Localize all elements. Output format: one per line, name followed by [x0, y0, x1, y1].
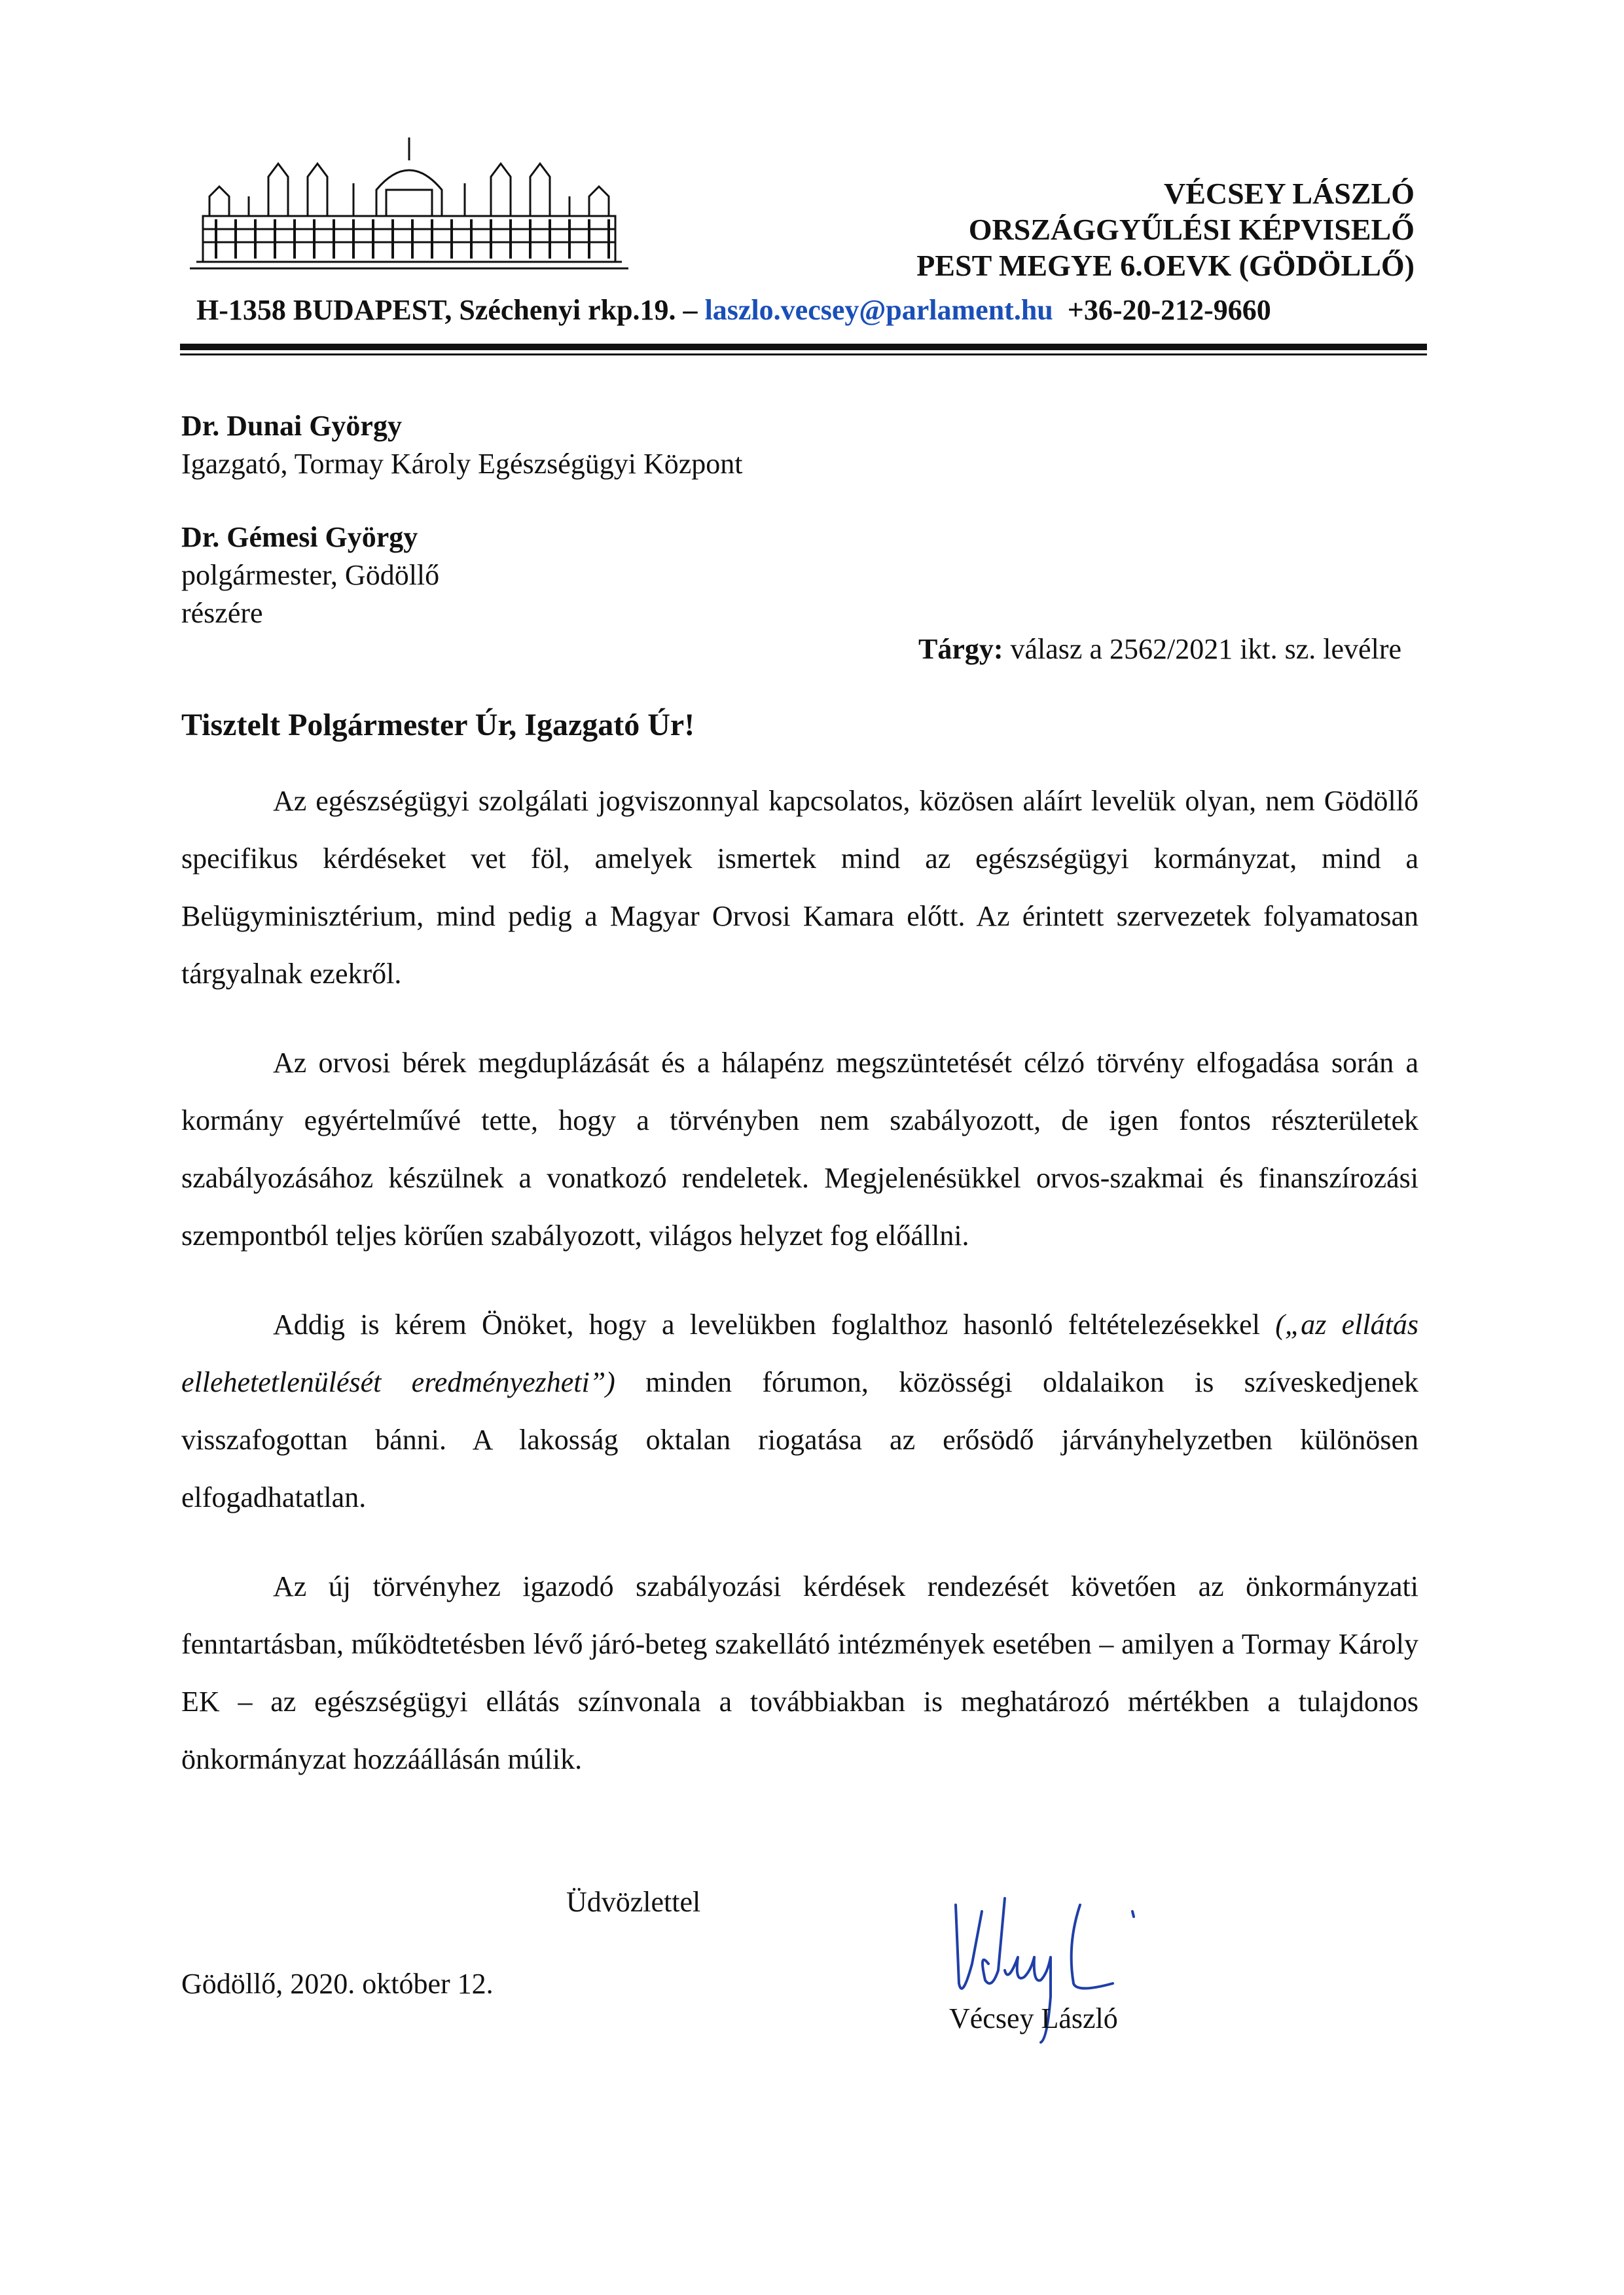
body-paragraph-3-rest: minden fórumon, közösségi oldalaikon is szíveskedjenek visszafogottan bánni. A lakosság oktalan riogatása az erősödő járványhelyzetben különösen elfogadhatatlan.	[181, 1366, 1419, 1513]
recipient-1-name: Dr. Dunai György	[181, 410, 402, 442]
header-divider-thick	[180, 344, 1427, 350]
parliament-building-icon	[190, 137, 628, 275]
body-paragraph-3-quote: („az ellátás ellehetetlenülését eredményezheti”)	[181, 1309, 1418, 1398]
sender-address: H-1358 BUDAPEST, Széchenyi rkp.19. –	[196, 294, 698, 326]
body-paragraph-3	[181, 1296, 1418, 1527]
sender-email-link[interactable]: laszlo.vecsey@parlament.hu	[704, 294, 1053, 326]
body-paragraph-4: Az új törvényhez igazodó szabályozási kérdések rendezését követően az önkormányzati fenntartásban, működtetésben lévő járó-beteg szakellátó intézmények esetében – amilyen a Tormay Károly EK – az egészségügyi ellátás színvonala a továbbiakban is meghatározó mértékben a tulajdonos önkormányzat hozzáállásán múlik.	[181, 1570, 1418, 1775]
closing-greeting: Üdvözlettel	[566, 1886, 701, 1918]
sender-phone: +36-20-212-9660	[1067, 294, 1271, 326]
subject-line	[918, 632, 1401, 666]
recipient-2-title: polgármester, Gödöllő	[181, 559, 440, 591]
signer-name: Vécsey László	[949, 2002, 1118, 2034]
header-divider-thin	[180, 353, 1427, 355]
sender-district: PEST MEGYE 6.OEVK (GÖDÖLLŐ)	[916, 249, 1415, 282]
recipient-2-name: Dr. Gémesi György	[181, 521, 418, 553]
place-date: Gödöllő, 2020. október 12.	[181, 1968, 494, 2000]
sender-name: VÉCSEY LÁSZLÓ	[1163, 177, 1415, 210]
recipient-2-note: részére	[181, 597, 263, 629]
body-paragraph-2: Az orvosi bérek megduplázását és a hálapénz megszüntetését célzó törvény elfogadása során a kormány egyértelművé tette, hogy a törvényben nem szabályozott, de igen fontos részterületek szabályozásához készülnek a vonatkozó rendeletek. Megjelenésükkel orvos-szakmai és finanszírozási szempontból teljes körűen szabályozott, világos helyzet fog előállni.	[181, 1047, 1418, 1252]
body-paragraph-1: Az egészségügyi szolgálati jogviszonnyal kapcsolatos, közösen aláírt levelük olyan, nem Gödöllő specifikus kérdéseket vet föl, amelyek ismertek mind az egészségügyi kormányzat, mind a Belügyminisztérium, mind pedig a Magyar Orvosi Kamara előtt. Az érintett szervezetek folyamatosan tárgyalnak ezekről.	[181, 785, 1418, 990]
body-paragraph-3-text: Addig is kérem Önöket, hogy a levelükben foglalthoz hasonló feltételezésekkel	[273, 1309, 1260, 1341]
recipient-1-title: Igazgató, Tormay Károly Egészségügyi Központ	[181, 448, 743, 480]
subject-label: Tárgy:	[918, 633, 1003, 665]
contact-line	[196, 293, 1271, 327]
recipient-2	[181, 518, 439, 632]
subject-text: válasz a 2562/2021 ikt. sz. levélre	[1010, 633, 1401, 665]
salutation: Tisztelt Polgármester Úr, Igazgató Úr!	[181, 708, 695, 742]
recipient-1	[181, 407, 743, 483]
sender-role: ORSZÁGGYŰLÉSI KÉPVISELŐ	[968, 213, 1415, 246]
